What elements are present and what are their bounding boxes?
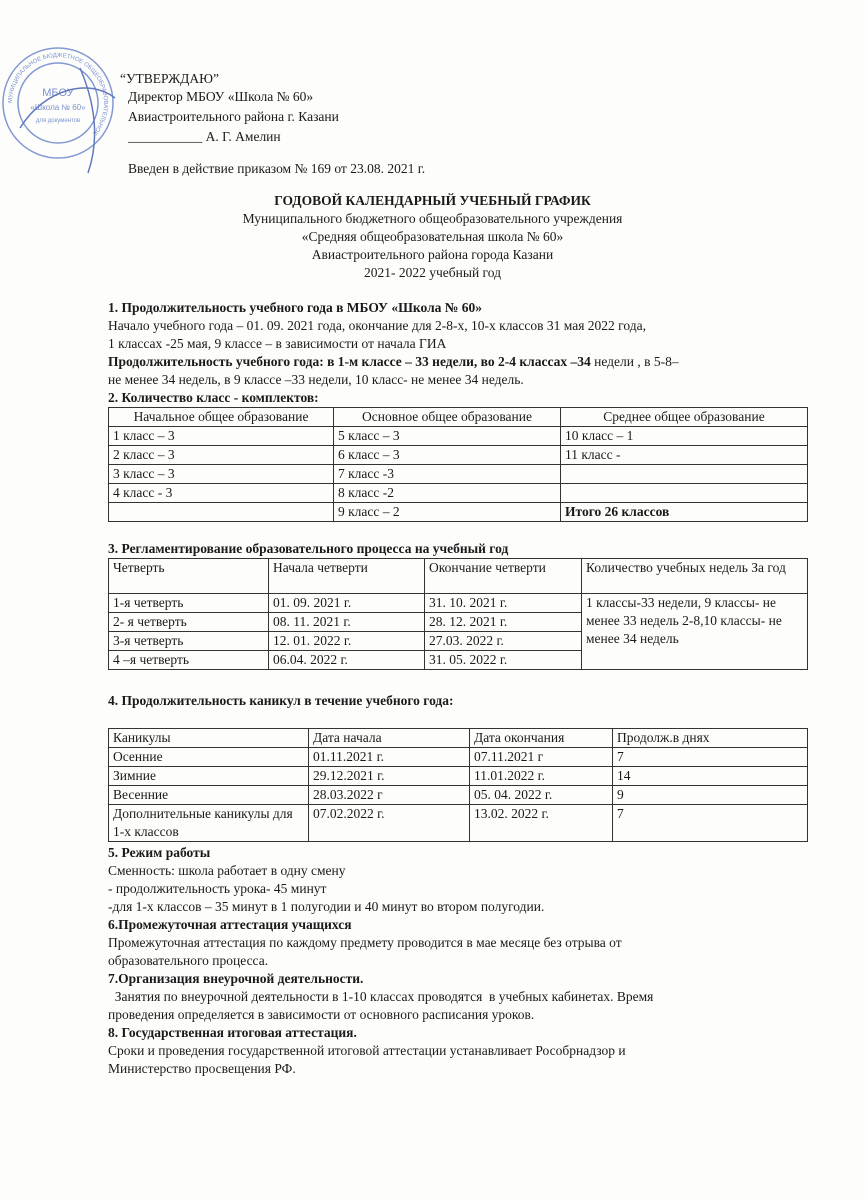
s6-text: Промежуточная аттестация по каждому предмету проводится в мае месяце без отрыва от bbox=[108, 935, 622, 950]
s5-text: Сменность: школа работает в одну смену bbox=[108, 863, 346, 878]
table-cell: 10 класс – 1 bbox=[561, 427, 808, 446]
section-1 bbox=[108, 299, 820, 407]
table-cell: 01.11.2021 г. bbox=[309, 748, 470, 767]
table-cell: Весенние bbox=[109, 786, 309, 805]
table-row bbox=[109, 767, 808, 786]
table-cell: 1 класс – 3 bbox=[109, 427, 334, 446]
signature-line: ___________ А. Г. Амелин bbox=[128, 129, 281, 144]
table-cell: 13.02. 2022 г. bbox=[470, 805, 613, 842]
svg-text:«Школа № 60»: «Школа № 60» bbox=[30, 103, 86, 112]
table-cell: 8 класс -2 bbox=[334, 484, 561, 503]
table-cell: Дополнительные каникулы для 1-х классов bbox=[109, 805, 309, 842]
s6-text: образовательного процесса. bbox=[108, 953, 269, 968]
table-cell: 28.03.2022 г bbox=[309, 786, 470, 805]
s5-text: -для 1-х классов – 35 минут в 1 полугодии и 40 минут во втором полугодии. bbox=[108, 899, 545, 914]
s1-duration-rest: недели , в 5-8– bbox=[590, 354, 679, 369]
table-cell: 08. 11. 2021 г. bbox=[269, 613, 425, 632]
table-cell: Осенние bbox=[109, 748, 309, 767]
column-header: Дата начала bbox=[309, 729, 470, 748]
table-cell: 6 класс – 3 bbox=[334, 446, 561, 465]
table-cell: 2- я четверть bbox=[109, 613, 269, 632]
table-row bbox=[109, 446, 808, 465]
table-cell: Итого 26 классов bbox=[561, 503, 808, 522]
table-header-row bbox=[109, 559, 808, 594]
table-cell: 5 класс – 3 bbox=[334, 427, 561, 446]
column-header: Продолж.в днях bbox=[613, 729, 808, 748]
s2-heading: 2. Количество класс - комплектов: bbox=[108, 390, 319, 405]
table-cell: 7 bbox=[613, 805, 808, 842]
title-line4: 2021- 2022 учебный год bbox=[364, 265, 501, 280]
s3-heading: 3. Регламентирование образовательного процесса на учебный год bbox=[108, 541, 509, 556]
document-title bbox=[0, 192, 865, 282]
s8-text: Сроки и проведения государственной итоговой аттестации устанавливает Рособрнадзор и bbox=[108, 1043, 626, 1058]
column-header: Среднее общее образование bbox=[561, 408, 808, 427]
table-cell bbox=[561, 484, 808, 503]
s5-heading: 5. Режим работы bbox=[108, 845, 211, 860]
s1-heading: 1. Продолжительность учебного года в МБОУ «Школа № 60» bbox=[108, 300, 482, 315]
table-cell: 2 класс – 3 bbox=[109, 446, 334, 465]
table-cell: 1-я четверть bbox=[109, 594, 269, 613]
s5-text: - продолжительность урока- 45 минут bbox=[108, 881, 327, 896]
table-row bbox=[109, 594, 808, 613]
svg-text:МУНИЦИПАЛЬНОЕ БЮДЖЕТНОЕ ОБЩЕОБ: МУНИЦИПАЛЬНОЕ БЮДЖЕТНОЕ ОБЩЕОБРАЗОВАТЕЛЬНОЕ bbox=[7, 52, 109, 137]
table-row bbox=[109, 748, 808, 767]
s8-text: Министерство просвещения РФ. bbox=[108, 1061, 296, 1076]
table-cell: 01. 09. 2021 г. bbox=[269, 594, 425, 613]
column-header: Окончание четверти bbox=[425, 559, 582, 594]
s1-duration-bold: Продолжительность учебного года: в 1-м классе – 33 недели, во 2-4 классах –34 bbox=[108, 354, 591, 369]
weeks-per-year-cell: 1 классы-33 недели, 9 классы- не менее 33 недель 2-8,10 классы- не менее 34 недель bbox=[582, 594, 808, 670]
document-body bbox=[108, 299, 820, 1078]
table-cell: 11 класс - bbox=[561, 446, 808, 465]
table-cell: 11.01.2022 г. bbox=[470, 767, 613, 786]
table-cell: 4 класс - 3 bbox=[109, 484, 334, 503]
director-line: Директор МБОУ «Школа № 60» bbox=[128, 89, 314, 104]
table-cell: 31. 10. 2021 г. bbox=[425, 594, 582, 613]
table-cell: 9 bbox=[613, 786, 808, 805]
table-cell: 14 bbox=[613, 767, 808, 786]
table-row bbox=[109, 805, 808, 842]
s7-text: Занятия по внеурочной деятельности в 1-10 классах проводятся в учебных кабинетах. Время bbox=[108, 989, 654, 1004]
table-cell: 07.02.2022 г. bbox=[309, 805, 470, 842]
table-header-row bbox=[109, 408, 808, 427]
table-cell: 07.11.2021 г bbox=[470, 748, 613, 767]
table-row bbox=[109, 427, 808, 446]
column-header: Основное общее образование bbox=[334, 408, 561, 427]
s7-heading: 7.Организация внеурочной деятельности. bbox=[108, 971, 364, 986]
table-cell: Зимние bbox=[109, 767, 309, 786]
title-line1: Муниципального бюджетного общеобразовательного учреждения bbox=[242, 211, 623, 226]
table-row bbox=[109, 503, 808, 522]
approve-label: “УТВЕРЖДАЮ” bbox=[120, 71, 220, 86]
table-cell: 9 класс – 2 bbox=[334, 503, 561, 522]
s7-text: проведения определяется в зависимости от основного расписания уроков. bbox=[108, 1007, 535, 1022]
table-cell: 4 –я четверть bbox=[109, 651, 269, 670]
holidays-table bbox=[108, 728, 808, 842]
table-cell: 31. 05. 2022 г. bbox=[425, 651, 582, 670]
table-cell: 29.12.2021 г. bbox=[309, 767, 470, 786]
table-cell: 06.04. 2022 г. bbox=[269, 651, 425, 670]
table-cell: 05. 04. 2022 г. bbox=[470, 786, 613, 805]
column-header: Количество учебных недель За год bbox=[582, 559, 808, 594]
table-header-row bbox=[109, 729, 808, 748]
column-header: Дата окончания bbox=[470, 729, 613, 748]
svg-text:МБОУ: МБОУ bbox=[42, 87, 74, 99]
table-row bbox=[109, 465, 808, 484]
s1-text: Начало учебного года – 01. 09. 2021 года, окончание для 2-8-х, 10-х классов 31 мая 2022 года, bbox=[108, 318, 646, 333]
approval-block bbox=[120, 70, 425, 178]
s1-text: 1 классах -25 мая, 9 классе – в зависимости от начала ГИА bbox=[108, 336, 447, 351]
svg-text:для документов: для документов bbox=[35, 118, 81, 124]
table-cell bbox=[109, 503, 334, 522]
s1-text: не менее 34 недель, в 9 классе –33 недели, 10 класс- не менее 34 недель. bbox=[108, 372, 524, 387]
title-line2: «Средняя общеобразовательная школа № 60» bbox=[301, 229, 564, 244]
table-cell: 27.03. 2022 г. bbox=[425, 632, 582, 651]
table-cell: 28. 12. 2021 г. bbox=[425, 613, 582, 632]
table-row bbox=[109, 484, 808, 503]
column-header: Начальное общее образование bbox=[109, 408, 334, 427]
table-cell: 7 bbox=[613, 748, 808, 767]
column-header: Четверть bbox=[109, 559, 269, 594]
table-cell: 3-я четверть bbox=[109, 632, 269, 651]
column-header: Начала четверти bbox=[269, 559, 425, 594]
table-row bbox=[109, 786, 808, 805]
sections-5-8 bbox=[108, 844, 820, 1078]
table-cell: 12. 01. 2022 г. bbox=[269, 632, 425, 651]
table-cell bbox=[561, 465, 808, 484]
s4-heading: 4. Продолжительность каникул в течение учебного года: bbox=[108, 693, 454, 708]
official-stamp bbox=[0, 28, 118, 178]
s6-heading: 6.Промежуточная аттестация учащихся bbox=[108, 917, 352, 932]
class-count-table bbox=[108, 407, 808, 522]
s8-heading: 8. Государственная итоговая аттестация. bbox=[108, 1025, 357, 1040]
column-header: Каникулы bbox=[109, 729, 309, 748]
order-line: Введен в действие приказом № 169 от 23.08. 2021 г. bbox=[128, 161, 426, 176]
quarters-table bbox=[108, 558, 808, 670]
district-line: Авиастроительного района г. Казани bbox=[128, 109, 339, 124]
title-main: ГОДОВОЙ КАЛЕНДАРНЫЙ УЧЕБНЫЙ ГРАФИК bbox=[274, 193, 591, 208]
table-cell: 3 класс – 3 bbox=[109, 465, 334, 484]
table-cell: 7 класс -3 bbox=[334, 465, 561, 484]
title-line3: Авиастроительного района города Казани bbox=[311, 247, 554, 262]
